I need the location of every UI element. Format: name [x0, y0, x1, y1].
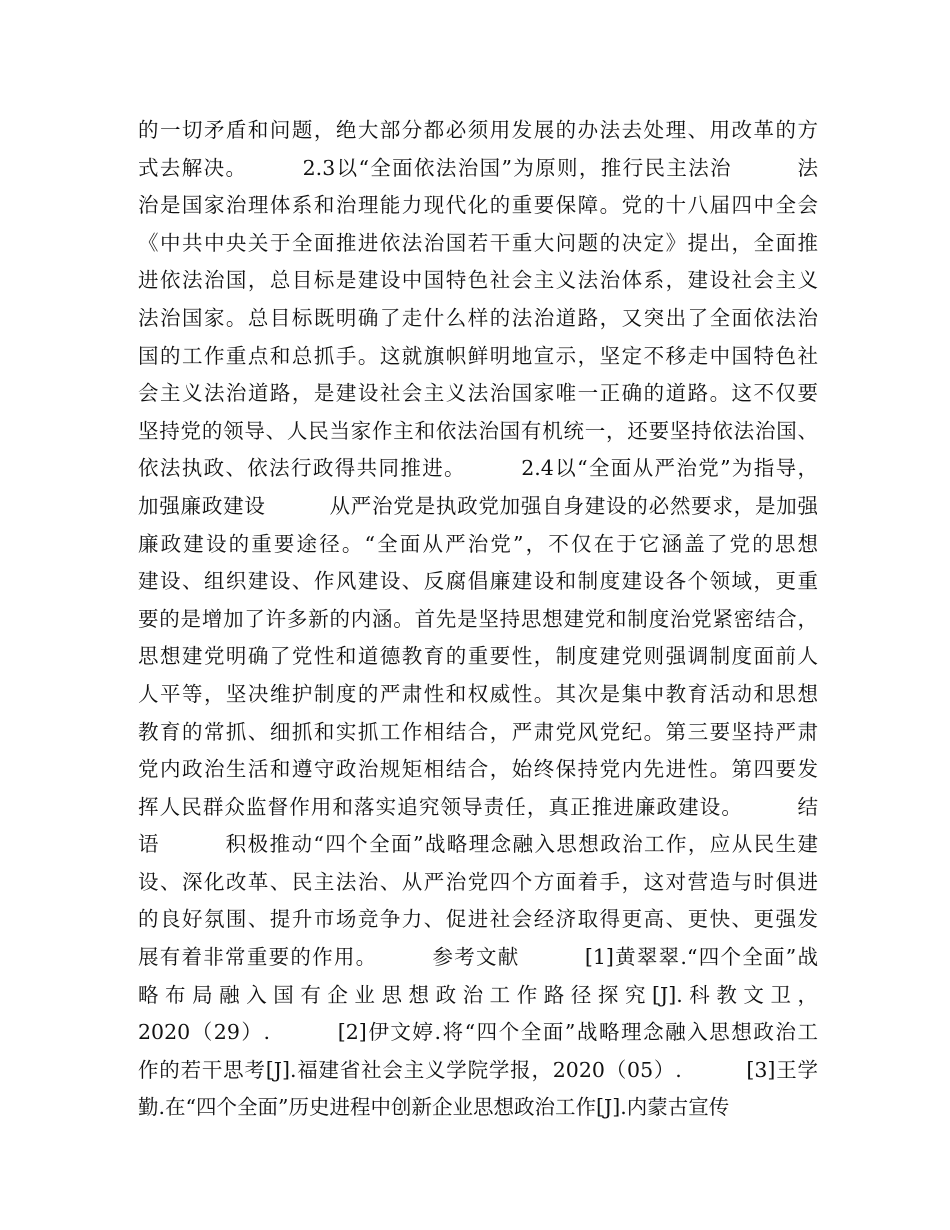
text-line: 作的若干思考[J].福建省社会主义学院学报，2020（05）. [3]王学 — [138, 1057, 818, 1082]
text-line: 2020（29）. [2]伊文婷.将“四个全面”战略理念融入思想政治工 — [138, 1020, 818, 1045]
text-line: 法治国家。总目标既明确了走什么样的法治道路，又突出了全面依法治 — [138, 305, 818, 330]
text-line: 略布局融入国有企业思想政治工作路径探究[J].科教文卫， — [138, 982, 818, 1007]
text-line: 式去解决。 2.3以“全面依法治国”为原则，推行民主法治 法 — [138, 155, 818, 180]
text-line: 《中共中央关于全面推进依法治国若干重大问题的决定》提出，全面推 — [138, 230, 818, 255]
text-line: 会主义法治道路，是建设社会主义法治国家唯一正确的道路。这不仅要 — [138, 381, 818, 406]
text-line: 建设、组织建设、作风建设、反腐倡廉建设和制度建设各个领域，更重 — [138, 569, 818, 594]
text-line: 加强廉政建设 从严治党是执政党加强自身建设的必然要求，是加强 — [138, 493, 818, 518]
text-line: 党内政治生活和遵守政治规矩相结合，始终保持党内先进性。第四要发 — [138, 757, 818, 782]
text-line: 的良好氛围、提升市场竞争力、促进社会经济取得更高、更快、更强发 — [138, 907, 818, 932]
text-line: 廉政建设的重要途径。“全面从严治党”，不仅在于它涵盖了党的思想 — [138, 531, 818, 556]
text-line: 设、深化改革、民主法治、从严治党四个方面着手，这对营造与时俱进 — [138, 869, 818, 894]
text-line: 的一切矛盾和问题，绝大部分都必须用发展的办法去处理、用改革的方 — [138, 118, 818, 142]
text-line: 挥人民群众监督作用和落实追究领导责任，真正推进廉政建设。 结 — [138, 794, 818, 819]
text-line: 思想建党明确了党性和道德教育的重要性，制度建党则强调制度面前人 — [138, 644, 818, 669]
text-line: 依法执政、依法行政得共同推进。 2.4以“全面从严治党”为指导， — [138, 456, 818, 481]
text-line: 治是国家治理体系和治理能力现代化的重要保障。党的十八届四中全会 — [138, 193, 818, 218]
text-line: 进依法治国，总目标是建设中国特色社会主义法治体系，建设社会主义 — [138, 268, 818, 293]
text-line: 语 积极推动“四个全面”战略理念融入思想政治工作，应从民生建 — [138, 832, 818, 857]
text-line: 国的工作重点和总抓手。这就旗帜鲜明地宣示，坚定不移走中国特色社 — [138, 343, 818, 368]
text-line: 人平等，坚决维护制度的严肃性和权威性。其次是集中教育活动和思想 — [138, 681, 818, 706]
text-line: 要的是增加了许多新的内涵。首先是坚持思想建党和制度治党紧密结合， — [138, 606, 818, 631]
body-text — [138, 112, 818, 1127]
text-line: 展有着非常重要的作用。 参考文献 [1]黄翠翠.“四个全面”战 — [138, 945, 818, 970]
text-line: 坚持党的领导、人民当家作主和依法治国有机统一，还要坚持依法治国、 — [138, 418, 818, 443]
text-line: 教育的常抓、细抓和实抓工作相结合，严肃党风党纪。第三要坚持严肃 — [138, 719, 818, 744]
text-line: 勤.在“四个全面”历史进程中创新企业思想政治工作[J].内蒙古宣传 — [138, 1095, 730, 1120]
